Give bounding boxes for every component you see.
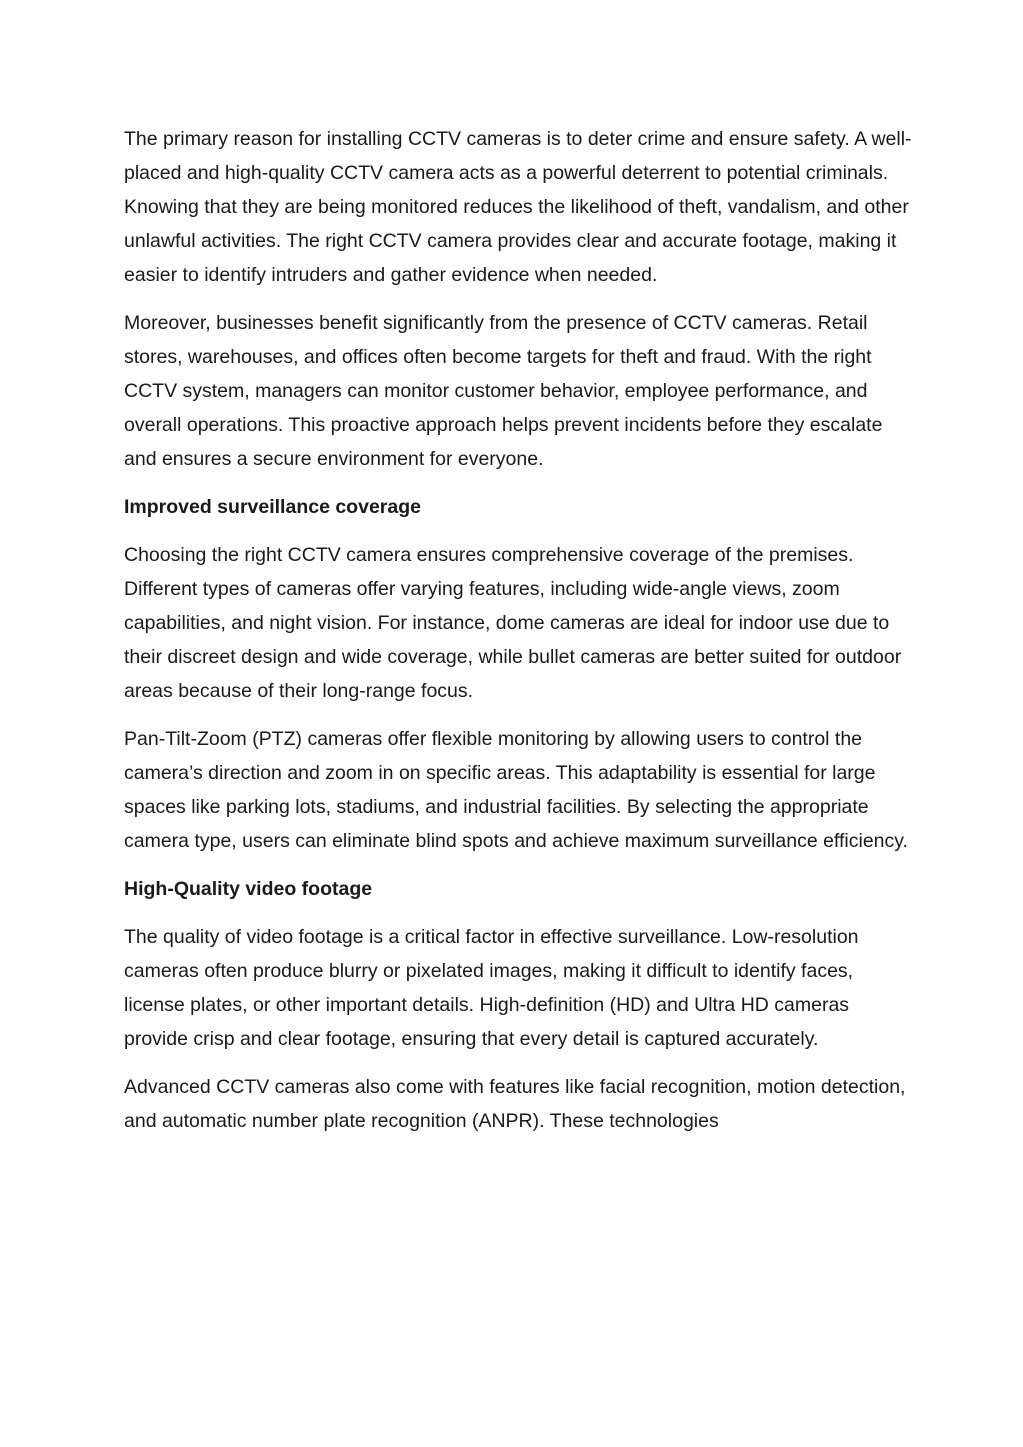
paragraph-business-benefits: Moreover, businesses benefit significantly from the presence of CCTV cameras. Retail stores, warehouses, and offices often become targets for theft and fraud. With the right CCTV system, managers can monitor customer behavior, employee performance, and overall operations. This proactive approach helps prevent incidents before they escalate and ensures a secure environment for everyone.	[124, 312, 883, 470]
heading-video-footage: High-Quality video footage	[124, 878, 373, 900]
paragraph-camera-types: Choosing the right CCTV camera ensures comprehensive coverage of the premises. Different types of cameras offer varying features, including wide-angle views, zoom capabilities, and night vision. For instance, dome cameras are ideal for indoor use due to their discreet design and wide coverage, while bullet cameras are better suited for outdoor areas because of their long-range focus.	[124, 544, 902, 702]
paragraph-video-quality: The quality of video footage is a critical factor in effective surveillance. Low-resolution cameras often produce blurry or pixelated images, making it difficult to identify faces, license plates, or other important details. High-definition (HD) and Ultra HD cameras provide crisp and clear footage, ensuring that every detail is captured accurately.	[124, 926, 859, 1050]
paragraph-ptz-cameras: Pan-Tilt-Zoom (PTZ) cameras offer flexible monitoring by allowing users to control the camera’s direction and zoom in on specific areas. This adaptability is essential for large spaces like parking lots, stadiums, and industrial facilities. By selecting the appropriate camera type, users can eliminate blind spots and achieve maximum surveillance efficiency.	[124, 728, 908, 852]
paragraph-advanced-features: Advanced CCTV cameras also come with features like facial recognition, motion detection, and automatic number plate recognition (ANPR). These technologies	[124, 1076, 906, 1132]
document-page	[124, 122, 914, 1152]
heading-surveillance-coverage: Improved surveillance coverage	[124, 496, 421, 518]
paragraph-crime-deterrence: The primary reason for installing CCTV cameras is to deter crime and ensure safety. A well-placed and high-quality CCTV camera acts as a powerful deterrent to potential criminals. Knowing that they are being monitored reduces the likelihood of theft, vandalism, and other unlawful activities. The right CCTV camera provides clear and accurate footage, making it easier to identify intruders and gather evidence when needed.	[124, 128, 912, 286]
